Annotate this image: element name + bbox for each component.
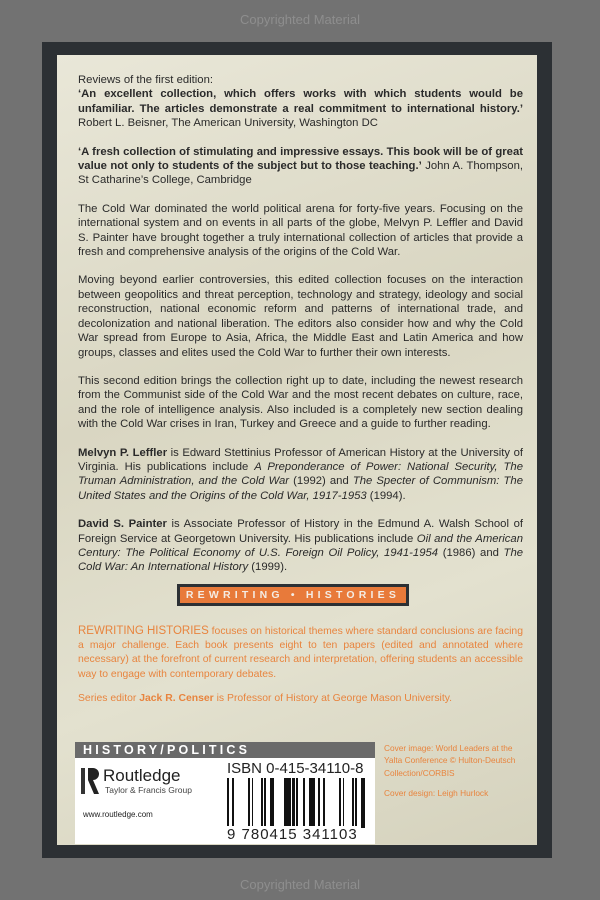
series-banner-text: REWRITING • HISTORIES	[180, 587, 406, 603]
series-text: is Professor of History at George Mason University.	[213, 692, 453, 704]
reviews	[78, 73, 523, 131]
watermark-bottom: Copyrighted Material	[240, 877, 360, 892]
bio-text: is Edward Stettinius Professor of American History at the University of Virginia. His publications include	[78, 446, 523, 473]
barcode-bar	[343, 778, 344, 828]
reviews-intro: Reviews of the first edition:	[78, 74, 213, 86]
bio-text: (1999).	[248, 561, 288, 574]
barcode-bar	[248, 778, 249, 828]
barcode-bar	[227, 778, 229, 828]
barcode-bar	[352, 778, 354, 828]
review	[78, 145, 523, 188]
series-banner	[177, 584, 409, 606]
editor-name: Jack R. Censer	[139, 692, 214, 704]
review-source: John A. Thompson, St Catharine’s College, Cambridge	[78, 160, 523, 187]
barcode-bar	[339, 778, 340, 828]
review-source: Robert L. Beisner, The American University, Washington DC	[78, 117, 378, 130]
author-name: David S. Painter	[78, 518, 167, 531]
book-title: Oil and the American Century: The Political Economy of U.S. Foreign Oil Policy, 1941-1954	[78, 532, 523, 559]
barcode-bar	[249, 778, 250, 828]
publisher-group: Taylor & Francis Group	[105, 785, 192, 795]
barcode-bar	[303, 778, 305, 828]
book-title: A Preponderance of Power: National Security, The Truman Administration, and the Cold War	[78, 460, 523, 488]
bio-text: (1994).	[366, 489, 406, 502]
barcode-bar	[261, 778, 263, 828]
bio-text: is Associate Professor of History in the Edmund A. Walsh School of Foreign Service at Georgetown University. His publications include	[78, 518, 523, 545]
barcode-bar	[292, 778, 295, 828]
barcode-bar	[314, 778, 315, 828]
bio-text: (1992) and	[289, 475, 353, 488]
barcode-bar	[296, 778, 298, 828]
barcode-bar	[310, 778, 311, 828]
barcode-bar	[286, 778, 288, 828]
barcode-bar	[361, 778, 362, 828]
barcode-bar	[318, 778, 320, 828]
series-text: focuses on historical themes where standard conclusions are facing a major challenge. Each book presents eight to ten papers (edited and annotated where necessary) at the forefront of current research and interpretation, offering students an accessible way to engage with contemporary debates.	[78, 626, 523, 680]
ean-number: 9 780415 341103	[227, 826, 358, 843]
book-title: The Cold War: An International History	[78, 546, 524, 574]
publisher-barcode-box	[75, 758, 375, 844]
barcode-bar	[270, 778, 271, 828]
barcode-bar	[232, 778, 234, 828]
barcode-bar	[312, 778, 314, 828]
author-bio	[78, 517, 523, 575]
barcode-bar	[271, 778, 274, 828]
category-label: HISTORY/POLITICS	[75, 742, 375, 758]
description-paragraph: This second edition brings the collection right up to date, including the newest research from the Communist side of the Cold War and the most recent debates on culture, race, and the role of intelligence analysis. Also included is a completely new section dealing with the Cold War crises in Iran, Turkey and Greece and a guide to further reading.	[78, 374, 523, 431]
description-paragraph: Moving beyond earlier controversies, this edited collection focuses on the interaction between geopolitics and threat perception, technology and strategy, ideology and social reconstruction, national economic reform and patterns of international trade, and decolonization and national liberation. The editors also consider how and why the Cold War spread from Europe to Asia, Africa, the Middle East and Latin America and how groups, classes and elites used the Cold War to further their own interests.	[78, 274, 523, 359]
barcode-bar	[362, 778, 365, 828]
author-bio	[78, 446, 523, 504]
series-text: Series editor	[78, 692, 140, 704]
barcode	[227, 778, 371, 828]
publisher-url: www.routledge.com	[83, 810, 153, 819]
barcode-bar	[311, 778, 312, 828]
series-description	[78, 624, 523, 716]
cover-image-credit: Cover image: World Leaders at the Yalta Conference © Hulton-Deutsch Collection/CORBIS	[384, 743, 516, 778]
barcode-bar	[323, 778, 325, 828]
series-editor	[78, 692, 523, 706]
barcode-bar	[309, 778, 310, 828]
barcode-bar	[264, 778, 266, 828]
publisher-logo	[81, 766, 192, 796]
barcode-bar	[355, 778, 357, 828]
book-title: The Specter of Communism: The United States and the Origins of the Cold War, 1917-1953	[78, 475, 523, 502]
review-quote: ‘A fresh collection of stimulating and impressive essays. This book will be of great value not only to students of the subject but to those teaching.’	[78, 145, 523, 173]
cover-design-credit: Cover design: Leigh Hurlock	[384, 788, 489, 799]
bio-text: (1986) and	[438, 546, 504, 559]
watermark-top: Copyrighted Material	[240, 12, 360, 27]
publisher-name: Routledge	[103, 766, 181, 785]
cover-text	[78, 73, 523, 589]
barcode-bar	[252, 778, 253, 828]
isbn: ISBN 0-415-34110-8	[227, 760, 364, 777]
series-name: REWRITING HISTORIES	[78, 625, 209, 637]
cover-credits	[384, 742, 524, 808]
series-paragraph	[78, 624, 523, 682]
author-name: Melvyn P. Leffler	[78, 446, 168, 459]
barcode-bar	[340, 778, 341, 828]
review-quote: ‘An excellent collection, which offers works with which students would be unfamiliar. The articles demonstrate a real commitment to international history.’	[78, 88, 523, 115]
barcode-bar	[288, 778, 291, 828]
barcode-bar	[284, 778, 286, 828]
routledge-logo-icon	[81, 766, 99, 796]
description-paragraph: The Cold War dominated the world political arena for forty-five years. Focusing on the international system and on events in all parts of the globe, Melvyn P. Leffler and David S. Painter have brought together a truly international collection of articles that provide a fresh and comprehensive analysis of the origins of the Cold War.	[78, 202, 523, 259]
